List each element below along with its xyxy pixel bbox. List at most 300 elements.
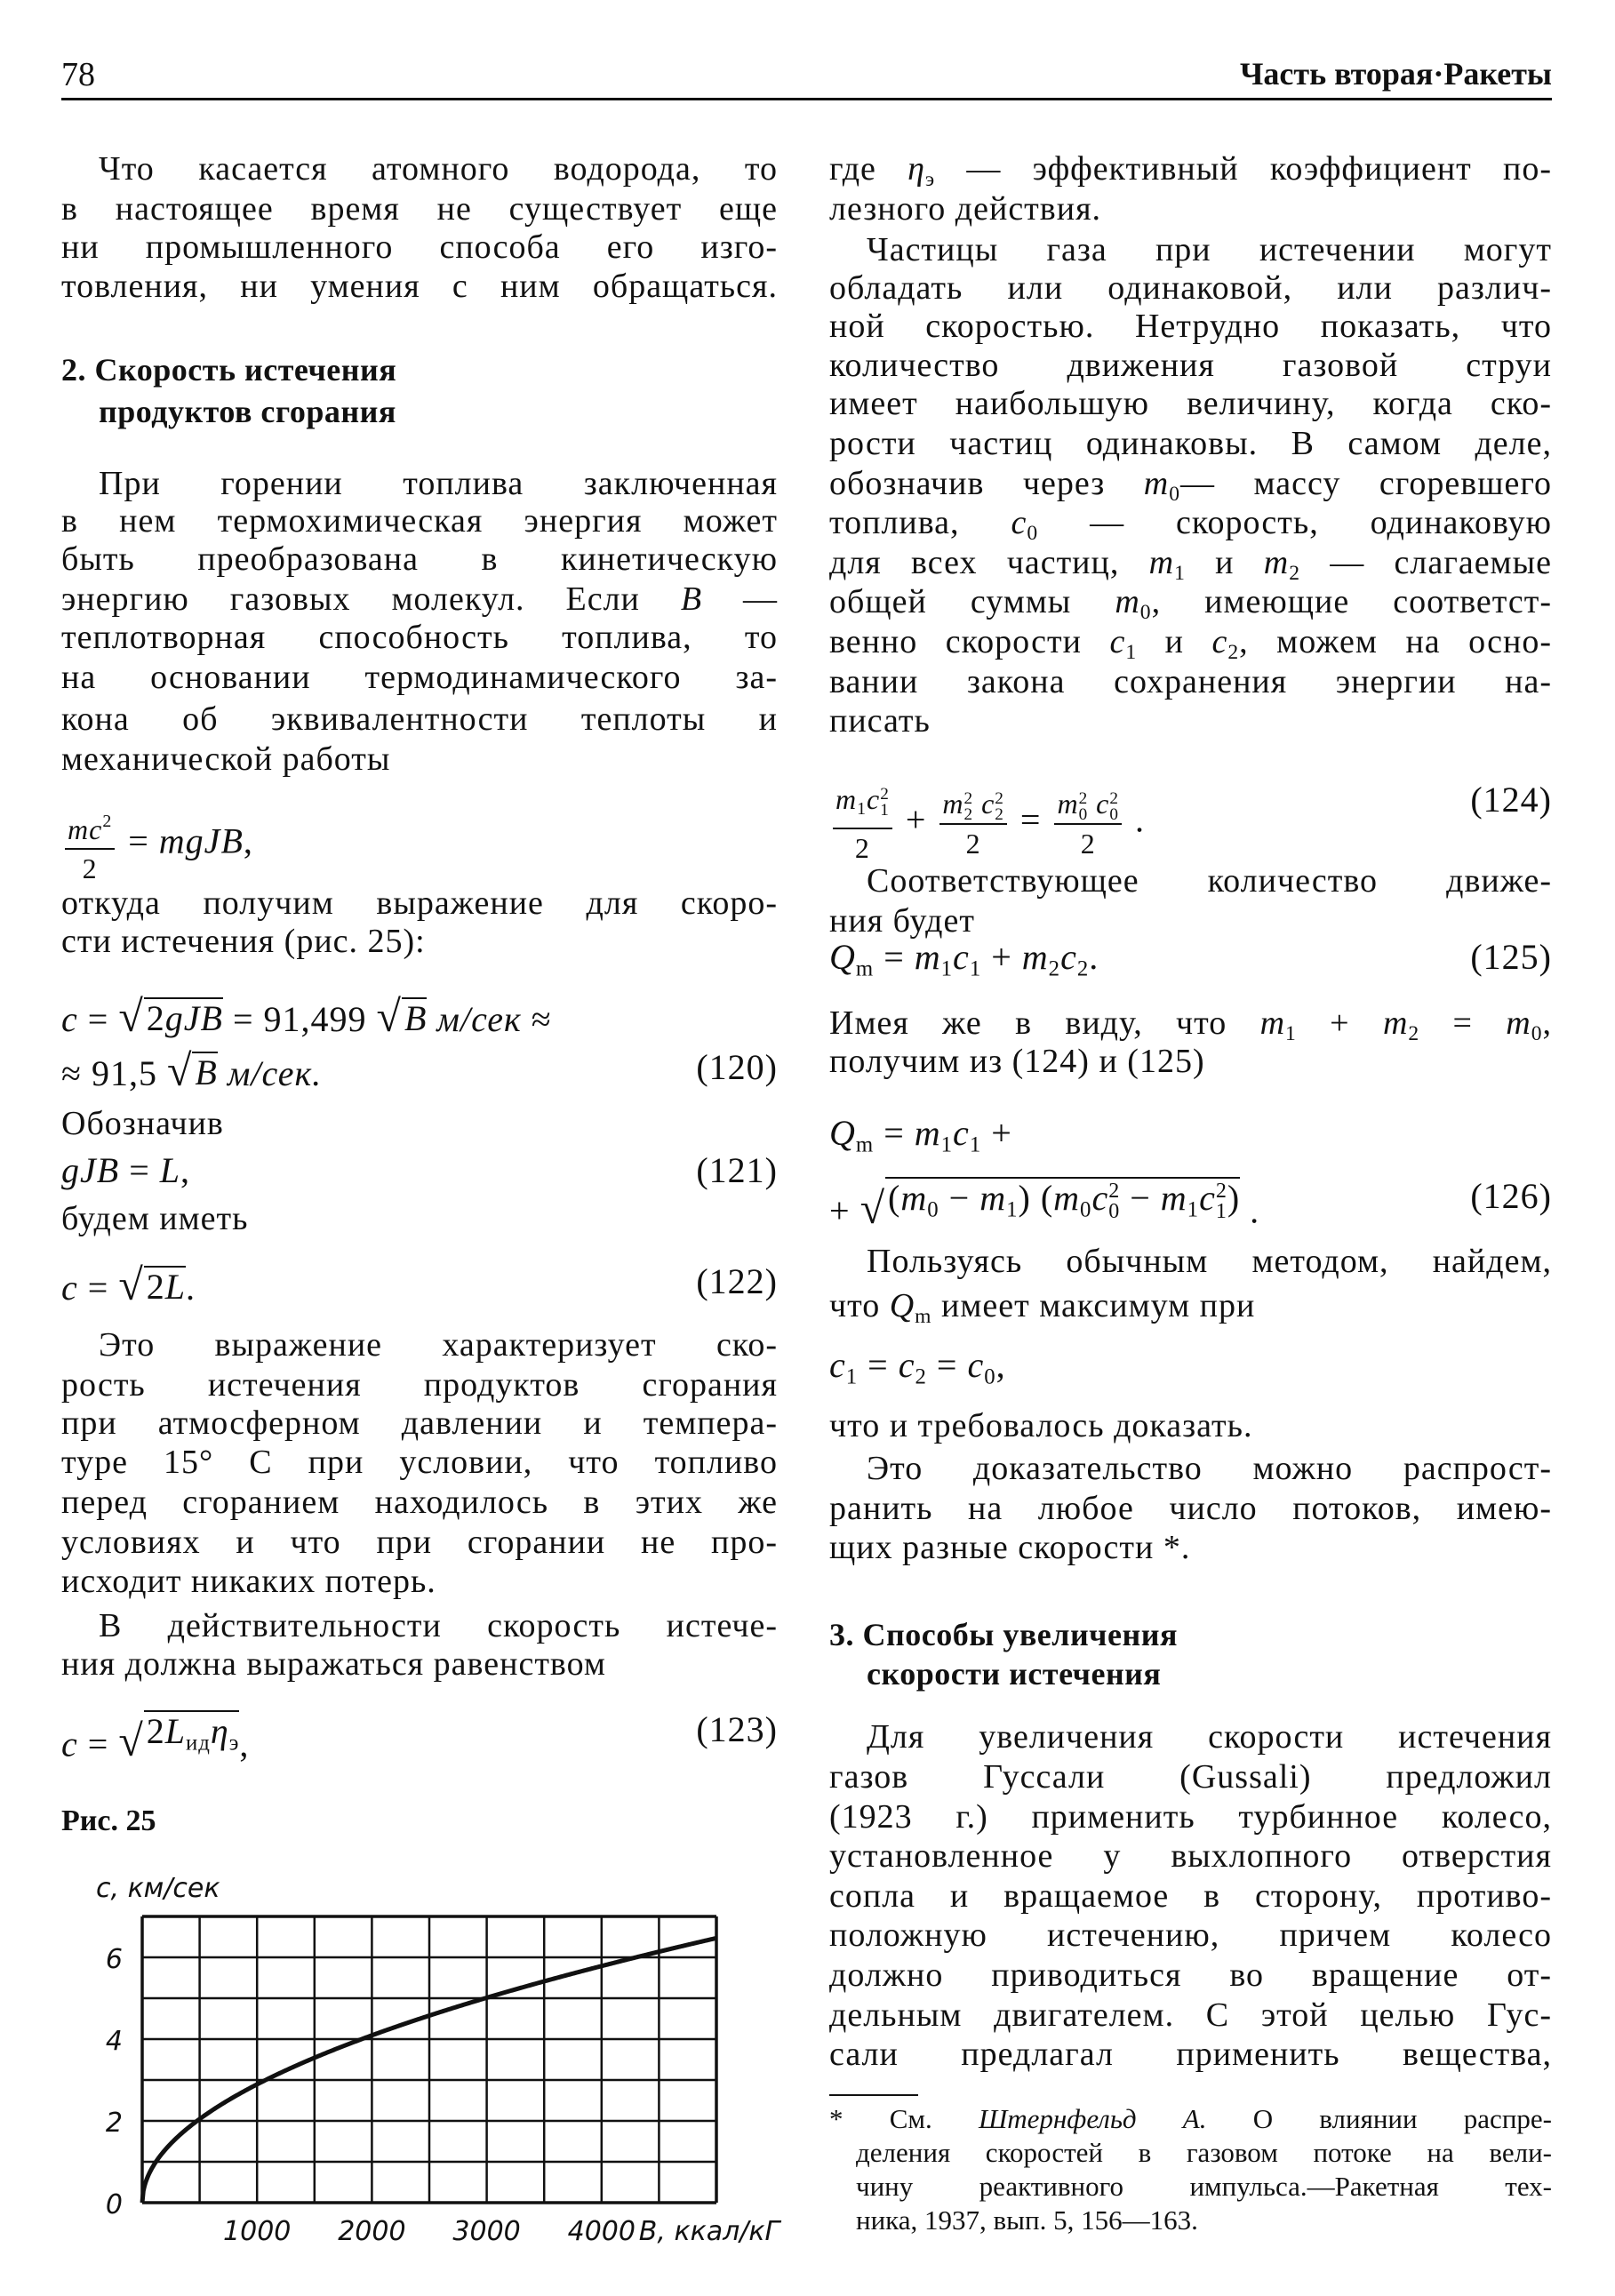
square-root	[118, 1260, 187, 1310]
variable-symbol: mc	[68, 812, 103, 845]
subscript: 1	[940, 1132, 954, 1157]
superscript: 2	[102, 812, 113, 832]
variable-symbol: c	[1109, 622, 1126, 660]
variable-symbol: m	[1263, 543, 1290, 581]
subscript: 2	[1076, 956, 1090, 981]
variable-symbol: c	[967, 1345, 985, 1386]
math-variable	[953, 937, 982, 981]
text-line	[829, 1286, 1552, 1328]
text-run: энергию газовых молекул. Если	[61, 580, 681, 619]
text-run: сали предлагал применить вещества,	[829, 2036, 1552, 2074]
page-number: 78	[61, 56, 95, 93]
sub-superscript	[1078, 788, 1089, 825]
text-line	[829, 307, 1552, 346]
math-variable	[1011, 504, 1039, 546]
subscript: 0	[1080, 1197, 1092, 1222]
square-root	[118, 1710, 240, 1766]
math-variable	[898, 1345, 927, 1389]
text-run: — эффективный коэффициент по-	[935, 149, 1552, 188]
text-line	[829, 622, 1552, 664]
variable-symbol: m	[942, 788, 964, 820]
text-run: (	[888, 1178, 901, 1219]
variable-symbol: m	[1115, 583, 1140, 621]
variable-symbol: B	[195, 1052, 218, 1092]
variable-symbol: c	[1211, 622, 1228, 660]
variable-symbol: L	[164, 1711, 187, 1752]
variable-symbol: Штернфельд А.	[978, 2103, 1207, 2135]
square-root	[166, 1045, 218, 1095]
variable-symbol: m	[914, 937, 941, 978]
variable-symbol: c	[898, 1345, 915, 1386]
variable-symbol: m	[1053, 1178, 1081, 1219]
math-variable	[1060, 937, 1090, 981]
math-variable	[61, 1724, 78, 1764]
text-run	[427, 999, 436, 1039]
subscript: 1	[857, 799, 867, 820]
text-line	[61, 1199, 778, 1238]
section-heading	[99, 392, 778, 431]
subscript: 2	[1289, 561, 1300, 585]
variable-symbol: m	[979, 1178, 1007, 1219]
math-variable	[1115, 583, 1152, 625]
variable-symbol: m	[1506, 1004, 1531, 1043]
square-root	[118, 990, 223, 1041]
fraction	[65, 803, 115, 887]
text-run: Соответствующее количество движе-	[867, 862, 1552, 900]
text-run: =	[118, 820, 159, 861]
text-run	[973, 788, 981, 820]
text-run: 2	[146, 1711, 165, 1752]
variable-symbol: c	[61, 1268, 78, 1308]
footnote-rule	[829, 2094, 918, 2096]
math-variable	[165, 998, 223, 1038]
variable-symbol: m	[835, 783, 858, 816]
text-run: теплотворная способность топлива, то	[61, 618, 778, 656]
text-run: откуда получим выражение для скоро-	[61, 884, 778, 922]
variable-symbol: м/сек	[436, 998, 522, 1039]
radical-sign-icon: √	[859, 1182, 886, 1233]
math-variable	[1109, 622, 1138, 664]
math-variable	[165, 1267, 186, 1307]
text-line	[829, 582, 1552, 625]
math-variable	[61, 1150, 119, 1190]
subscript: 1	[1174, 561, 1186, 585]
text-run: и	[1185, 543, 1264, 581]
text-run: что	[829, 1286, 890, 1324]
radical-sign-icon: √	[118, 1716, 144, 1766]
variable-symbol: c	[1199, 1178, 1216, 1219]
text-run: на основании термодинамического за-	[61, 658, 778, 696]
text-run: что и требовалось доказать.	[829, 1407, 1253, 1445]
display-formula	[61, 1709, 778, 1766]
text-run: топлива,	[829, 504, 1011, 542]
variable-symbol: L	[164, 1267, 187, 1308]
text-run: =	[77, 1268, 119, 1308]
text-line	[856, 2136, 1552, 2169]
subscript: m	[855, 956, 875, 981]
text-run: 2. Скорость истечения	[61, 352, 397, 388]
text-run: ,	[1542, 1004, 1553, 1043]
text-run: =	[119, 1149, 160, 1190]
text-run	[218, 1053, 228, 1093]
variable-symbol: m	[1148, 543, 1175, 581]
superscript: 2	[1078, 788, 1089, 808]
equation-number: (124)	[1470, 780, 1552, 820]
text-line	[61, 1483, 778, 1522]
text-run: 2	[82, 852, 98, 884]
subscript: 1	[845, 1364, 859, 1389]
text-run: —	[702, 580, 778, 619]
radicand	[144, 1710, 240, 1763]
radicand	[192, 1052, 217, 1092]
text-line	[829, 1996, 1552, 2035]
variable-symbol: gJB	[164, 997, 223, 1038]
sub-superscript	[1109, 788, 1119, 825]
math-variable	[1096, 788, 1119, 825]
sub-superscript	[995, 788, 1004, 825]
text-run: товления, ни умения с ним обращаться.	[61, 268, 778, 306]
text-run: рости частиц одинаковы. В самом деле,	[829, 424, 1552, 462]
text-line	[867, 1717, 1552, 1756]
text-run: вании закона сохранения энергии на-	[829, 662, 1552, 700]
variable-symbol: Q	[829, 1113, 856, 1154]
text-run: имеет наибольшую величину, когда ско-	[829, 385, 1552, 423]
math-variable	[1199, 1178, 1227, 1224]
square-root	[376, 990, 428, 1041]
subscript: 2	[1048, 956, 1061, 981]
sub-superscript	[1108, 1181, 1120, 1222]
text-run: должно приводиться во вращение от-	[829, 1956, 1552, 1994]
text-run: ,	[243, 820, 253, 861]
text-run: Пользуясь обычным методом, найдем,	[867, 1243, 1552, 1281]
superscript: 2	[880, 784, 890, 804]
text-line	[856, 2204, 1552, 2236]
text-run: будем иметь	[61, 1200, 249, 1238]
text-line	[61, 580, 778, 619]
text-run: =	[858, 1345, 899, 1386]
text-line	[61, 228, 778, 267]
text-run: в настоящее время не существует еще	[61, 189, 778, 228]
text-run: сти истечения (рис. 25):	[61, 922, 426, 960]
x-tick-label: 4000	[567, 2216, 636, 2247]
text-line	[829, 1836, 1552, 1876]
math-variable	[681, 580, 702, 618]
text-run: +	[1296, 1004, 1383, 1043]
section-heading	[61, 350, 778, 389]
math-variable	[68, 813, 112, 845]
variable-symbol: c	[867, 783, 881, 816]
variable-symbol: m	[1160, 1178, 1187, 1219]
text-line	[829, 701, 1552, 740]
math-variable	[981, 788, 1004, 825]
math-variable	[953, 1113, 982, 1157]
subscript: 1	[1285, 1022, 1297, 1046]
variable-symbol: m	[1021, 937, 1049, 978]
text-run: деления скоростей в газовом потоке на вели-	[856, 2137, 1552, 2169]
display-formula	[61, 1260, 778, 1310]
math-variable	[1506, 1004, 1543, 1046]
subscript: 1	[1215, 1200, 1227, 1224]
variable-symbol: c	[981, 788, 995, 820]
text-run: для всех частиц,	[829, 543, 1149, 581]
text-line	[829, 464, 1552, 506]
text-run: = 91,499	[222, 998, 377, 1039]
radicand	[144, 1266, 186, 1307]
text-run: +	[895, 799, 937, 840]
subscript: 2	[995, 805, 1004, 825]
text-line	[829, 662, 1552, 701]
text-run: скорости истечения	[867, 1656, 1162, 1692]
radicand	[144, 997, 223, 1038]
math-variable	[1211, 622, 1240, 664]
text-run: количество движения газовой струи	[829, 347, 1552, 385]
math-variable	[61, 1268, 78, 1308]
subscript: 1	[969, 956, 982, 981]
variable-symbol: η	[210, 1711, 229, 1752]
variable-symbol: c	[953, 1113, 970, 1154]
text-run: ния должна выражаться равенством	[61, 1644, 606, 1683]
subscript: m	[915, 1304, 932, 1328]
text-run: Что касается атомного водорода, то	[99, 149, 778, 188]
text-run: Частицы газа при истечении могут	[867, 230, 1552, 268]
display-formula	[61, 1045, 778, 1095]
math-variable	[907, 149, 936, 192]
section-heading	[867, 1654, 1552, 1693]
denominator	[83, 850, 98, 887]
text-run: 2	[146, 997, 165, 1038]
equation-number: (121)	[696, 1149, 778, 1190]
math-variable	[210, 1711, 240, 1756]
subscript: 0	[1531, 1022, 1543, 1046]
text-run: и	[1137, 622, 1212, 660]
text-run: О влиянии распре-	[1206, 2103, 1552, 2135]
subscript: 0	[1109, 805, 1119, 825]
text-line	[61, 700, 778, 739]
subscript: 0	[984, 1364, 996, 1389]
text-run: ,	[180, 1149, 190, 1190]
math-variable	[867, 783, 890, 820]
fraction	[1054, 785, 1122, 862]
text-run: )	[1227, 1178, 1241, 1219]
variable-symbol: c	[1091, 1178, 1109, 1219]
math-variable	[436, 999, 521, 1039]
variable-symbol: c	[61, 998, 78, 1039]
y-tick-label: 6	[105, 1944, 123, 1975]
text-run: −	[939, 1178, 980, 1219]
variable-symbol: m	[1259, 1004, 1286, 1043]
text-line	[61, 1644, 778, 1684]
text-line	[829, 1876, 1552, 1916]
text-line	[99, 1606, 778, 1645]
y-tick-label: 2	[105, 2108, 123, 2139]
text-run: при атмосферном давлении и темпера-	[61, 1404, 778, 1442]
text-run: имеет максимум при	[931, 1286, 1256, 1324]
display-formula	[829, 1345, 1552, 1389]
subscript: 2	[915, 1364, 927, 1389]
text-line	[829, 1916, 1552, 1955]
variable-symbol: mgJB	[158, 820, 244, 861]
math-variable	[914, 937, 954, 981]
subscript: 1	[1187, 1197, 1200, 1222]
text-run: — слагаемые	[1300, 543, 1553, 581]
text-run: =	[1419, 1004, 1507, 1043]
subscript: 2	[1227, 640, 1240, 664]
text-run: кона об эквивалентности теплоты и	[61, 700, 778, 739]
text-run: =	[874, 937, 915, 978]
text-run: газов Гуссали (Gussali) предложил	[829, 1757, 1552, 1796]
subscript: 0	[1139, 601, 1152, 625]
text-run: получим из (124) и (125)	[829, 1043, 1205, 1081]
header-rule	[61, 98, 1552, 100]
superscript: 2	[1109, 788, 1119, 808]
math-variable	[1091, 1178, 1121, 1224]
text-run: лезного действия.	[829, 189, 1102, 228]
text-run: ной скоростью. Нетрудно показать, что	[829, 307, 1552, 345]
text-run: — скорость, одинаковую	[1038, 504, 1552, 542]
subscript: 1	[1006, 1197, 1019, 1222]
fraction	[833, 780, 892, 867]
text-line	[61, 1523, 778, 1562]
text-line	[829, 1757, 1552, 1796]
math-variable	[159, 821, 244, 861]
section-heading	[829, 1615, 1552, 1654]
text-run: ранить на любое число потоков, имею-	[829, 1489, 1552, 1527]
text-run: =	[926, 1345, 968, 1386]
text-run: 2	[854, 832, 870, 865]
variable-symbol: c	[1060, 937, 1077, 978]
text-line	[99, 464, 778, 503]
denominator	[966, 825, 981, 862]
display-formula	[829, 1176, 1552, 1233]
math-variable	[900, 1178, 939, 1222]
text-run: венно скорости	[829, 622, 1110, 660]
text-line	[61, 740, 778, 779]
subscript: э	[925, 168, 936, 192]
figure-25-chart	[53, 1849, 780, 2293]
radical-sign-icon: √	[376, 990, 402, 1041]
text-line	[61, 618, 778, 657]
numerator	[833, 780, 892, 829]
subscript: 1	[1125, 640, 1138, 664]
text-line	[829, 2035, 1552, 2074]
math-variable	[195, 1052, 217, 1092]
text-line	[829, 1406, 1552, 1445]
variable-symbol: η	[907, 149, 925, 188]
variable-symbol: m	[1057, 788, 1079, 820]
text-run: продуктов сгорания	[99, 393, 396, 429]
superscript: 2	[963, 788, 974, 808]
text-run: =	[874, 1113, 915, 1154]
subscript: 1	[880, 800, 890, 820]
text-line	[61, 1443, 778, 1482]
text-line	[829, 1528, 1552, 1567]
display-formula	[829, 1113, 1552, 1157]
text-run: +	[981, 1113, 1012, 1154]
variable-symbol: c	[61, 1724, 78, 1764]
variable-symbol: m	[1143, 464, 1170, 502]
text-line	[829, 2102, 1552, 2135]
text-line	[61, 658, 778, 697]
display-formula	[829, 937, 1552, 981]
text-run: сопла и вращаемое в сторону, противо-	[829, 1876, 1552, 1915]
variable-symbol: Q	[829, 937, 856, 978]
subscript: 1	[940, 956, 954, 981]
subscript: 0	[1078, 805, 1089, 825]
text-line	[829, 1797, 1552, 1836]
subscript: 0	[1108, 1200, 1121, 1224]
text-line	[61, 922, 778, 961]
text-run: =	[77, 998, 119, 1039]
text-run: механической работы	[61, 740, 391, 779]
radical-sign-icon: √	[118, 1260, 144, 1310]
superscript: 2	[1108, 1180, 1121, 1204]
math-variable	[1143, 464, 1180, 506]
display-formula	[61, 990, 778, 1041]
math-variable	[1057, 788, 1089, 825]
text-run: Это выражение характеризует ско-	[99, 1326, 778, 1364]
math-variable	[164, 1711, 211, 1756]
text-run: Обозначив	[61, 1104, 224, 1142]
subscript: ид	[186, 1731, 211, 1756]
equation-number: (122)	[696, 1261, 778, 1302]
math-variable	[829, 1345, 859, 1389]
denominator	[1081, 825, 1096, 862]
subscript: 1	[969, 1132, 982, 1157]
math-variable	[835, 783, 867, 820]
variable-symbol: c	[1096, 788, 1110, 820]
subscript: 0	[927, 1197, 939, 1222]
text-run: (1923 г.) применить турбинное колесо,	[829, 1797, 1552, 1836]
text-line	[61, 884, 778, 923]
text-run: исходит никаких потерь.	[61, 1563, 436, 1601]
text-line	[829, 1489, 1552, 1528]
math-variable	[979, 1178, 1019, 1222]
text-run: , можем на осно-	[1239, 622, 1552, 660]
text-run: Для увеличения скорости истечения	[867, 1718, 1552, 1756]
radicand	[402, 997, 427, 1038]
x-axis-label: B, ккал/кГ	[638, 2216, 780, 2247]
text-line	[829, 1004, 1553, 1046]
math-variable	[1148, 543, 1186, 585]
x-tick-label: 2000	[338, 2216, 406, 2247]
variable-symbol: B	[680, 580, 703, 619]
math-variable	[889, 1286, 932, 1328]
text-run: ника, 1937, вып. 5, 156—163.	[856, 2204, 1198, 2236]
text-run: положную истечению, причем колесо	[829, 1916, 1552, 1955]
text-line	[61, 1562, 778, 1601]
square-root	[859, 1177, 1241, 1233]
subscript: m	[855, 1132, 875, 1157]
display-formula	[61, 1151, 778, 1190]
text-line	[829, 1042, 1552, 1081]
text-line	[867, 861, 1552, 900]
text-line	[61, 540, 778, 579]
figure-caption: Рис. 25	[61, 1804, 156, 1837]
text-run: ,	[995, 1345, 1006, 1386]
variable-symbol: c	[953, 937, 970, 978]
text-run: где	[829, 149, 908, 188]
text-line	[61, 1365, 778, 1404]
text-run: ,	[239, 1724, 250, 1764]
text-run: — массу сгоревшего	[1180, 464, 1552, 502]
text-line	[829, 268, 1552, 308]
text-line	[867, 1242, 1552, 1281]
equation-number: (123)	[696, 1709, 778, 1750]
text-line	[829, 189, 1552, 228]
numerator	[939, 785, 1007, 825]
text-run: В действительности скорость истече-	[99, 1606, 778, 1644]
variable-symbol: m	[900, 1178, 928, 1219]
